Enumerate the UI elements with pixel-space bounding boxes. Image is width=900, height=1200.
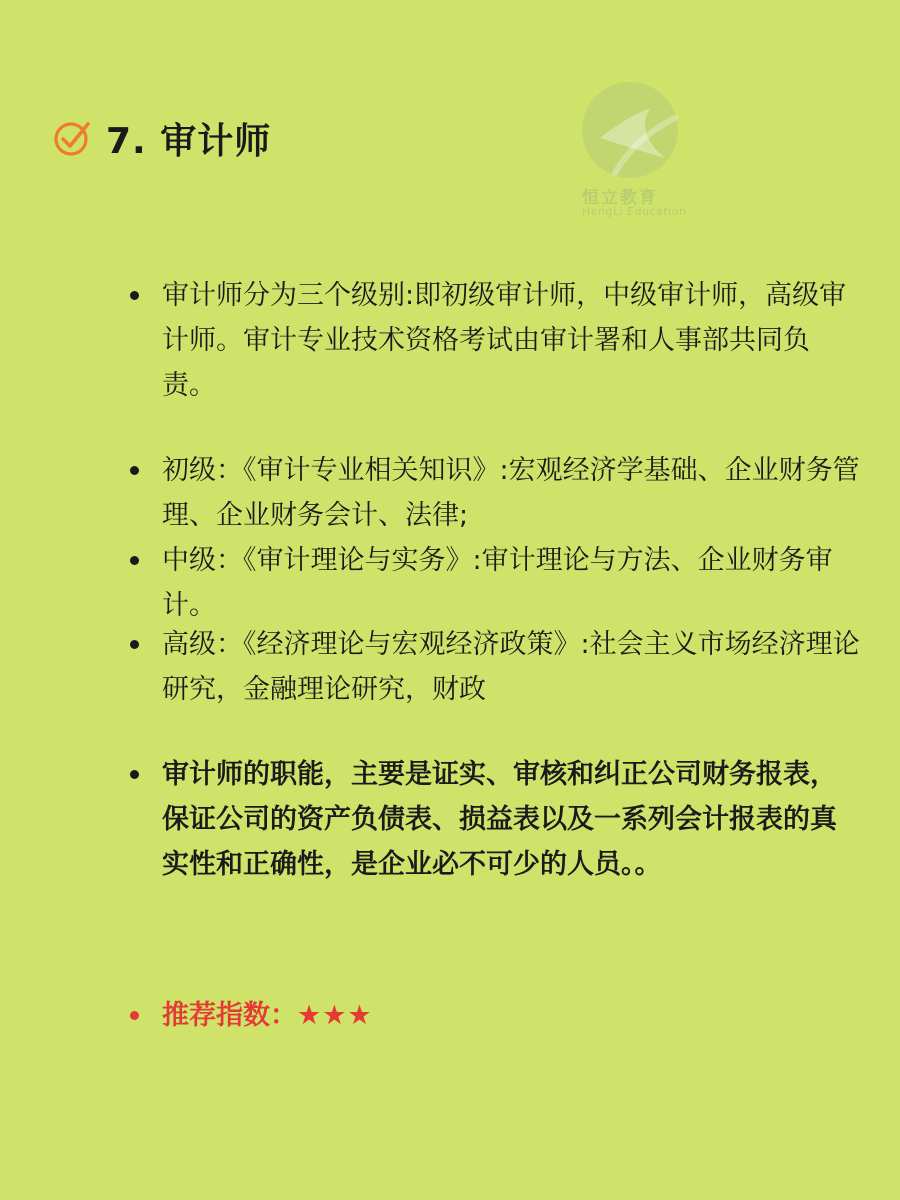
list-item-duties: 审计师的职能，主要是证实、审核和纠正公司财务报表，保证公司的资产负债表、损益表以及一系列会计报表的真实性和正确性，是企业必不可少的人员。。	[130, 752, 862, 887]
checkmark-circle-icon	[52, 118, 92, 158]
list-item-senior: 高级：《经济理论与宏观经济政策》:社会主义市场经济理论研究，金融理论研究，财政	[130, 622, 862, 712]
list-item-levels: 审计师分为三个级别:即初级审计师，中级审计师，高级审计师。审计专业技术资格考试由审计署和人事部共同负责。	[130, 273, 862, 408]
recommend-label: 推荐指数：	[162, 1000, 297, 1031]
recommend-rating	[130, 993, 862, 1038]
star-rating-icon: ★★★	[297, 1000, 373, 1031]
watermark-name: 恒立教育	[582, 188, 658, 208]
watermark-subtitle: HengLi Education	[582, 205, 687, 218]
list-item-junior: 初级：《审计专业相关知识》:宏观经济学基础、企业财务管理、企业财务会计、法律;	[130, 448, 862, 538]
list-item-intermediate: 中级：《审计理论与实务》:审计理论与方法、企业财务审计。	[130, 538, 862, 628]
header	[52, 110, 271, 166]
page-title: 7. 审计师	[106, 120, 272, 162]
